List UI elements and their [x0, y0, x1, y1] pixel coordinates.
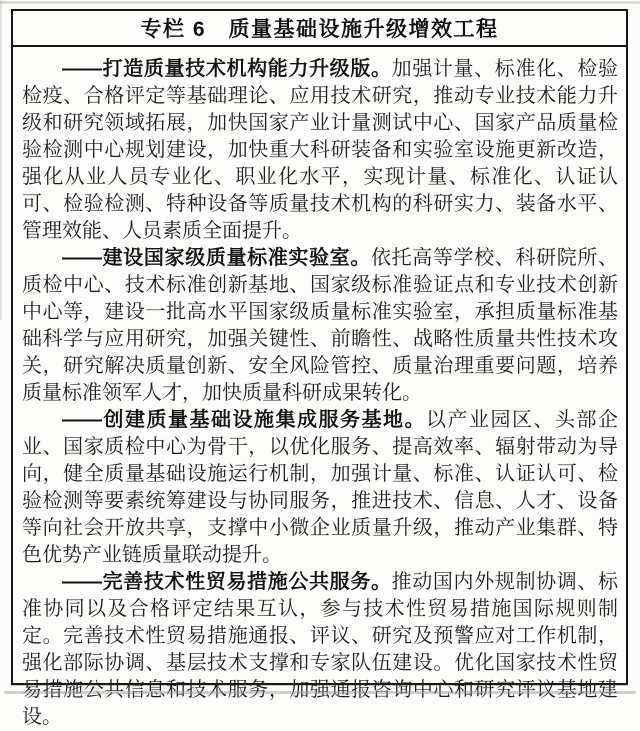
paragraph [22, 56, 618, 245]
paragraph-lead: ——打造质量技术机构能力升级版。 [62, 58, 392, 80]
paragraph-lead: ——创建质量基础设施集成服务基地。 [62, 409, 426, 431]
paragraph-text: 加强计量、标准化、检验检疫、合格评定等基础理论、应用技术研究，推动专业技术能力升级和研究领域拓展，加快国家产业计量测试中心、国家产品质量检验检测中心规划建设，加快重大科研装备和实验室设施更新改造，强化从业人员专业化、职业化水平，实现计量、标准化、认证认可、检验检测、特种设备等质量技术机构的科研实力、装备水平、管理效能、人员素质全面提升。 [22, 58, 619, 242]
paragraph [22, 245, 618, 407]
paragraph-lead: ——建设国家级质量标准实验室。 [62, 247, 371, 269]
scan-artifact-left [0, 0, 2, 320]
column-box [11, 9, 628, 728]
paragraph-text: 以产业园区、头部企业、国家质检中心为骨干，以优化服务、提高效率、辐射带动为导向，健全质量基础设施运行机制，加强计量、标准、认证认可、检验检测等要素统筹建设与协同服务，推进技术、信息、人才、设备等向社会开放共享，支撑中小微企业质量升级，推动产业集群、特色优势产业链质量联动提升。 [22, 409, 618, 566]
scan-artifact-top [0, 1, 640, 4]
paragraph-text: 依托高等学校、科研院所、质检中心、技术标准创新基地、国家级标准验证点和专业技术创新中心等，建设一批高水平国家级质量标准实验室，承担质量标准基础科学与应用研究，加强关键性、前瞻性、战略性质量共性技术攻关，研究解决质量创新、安全风险管控、质量治理重要问题，培养质量标准领军人才，加快质量科研成果转化。 [22, 247, 619, 404]
column-body [13, 47, 626, 731]
paragraph [22, 407, 618, 569]
paragraph [22, 569, 618, 731]
paragraph-lead: ——完善技术性贸易措施公共服务。 [62, 571, 392, 593]
column-title: 专栏 6 质量基础设施升级增效工程 [13, 11, 626, 47]
paragraph-text: 推动国内外规制协调、标准协同以及合格评定结果互认，参与技术性贸易措施国际规则制定。完善技术性贸易措施通报、评议、研究及预警应对工作机制，强化部际协调、基层技术支撑和专家队伍建设。优化国家技术性贸易措施公共信息和技术服务，加强通报咨询中心和研究评议基地建设。 [22, 571, 619, 728]
